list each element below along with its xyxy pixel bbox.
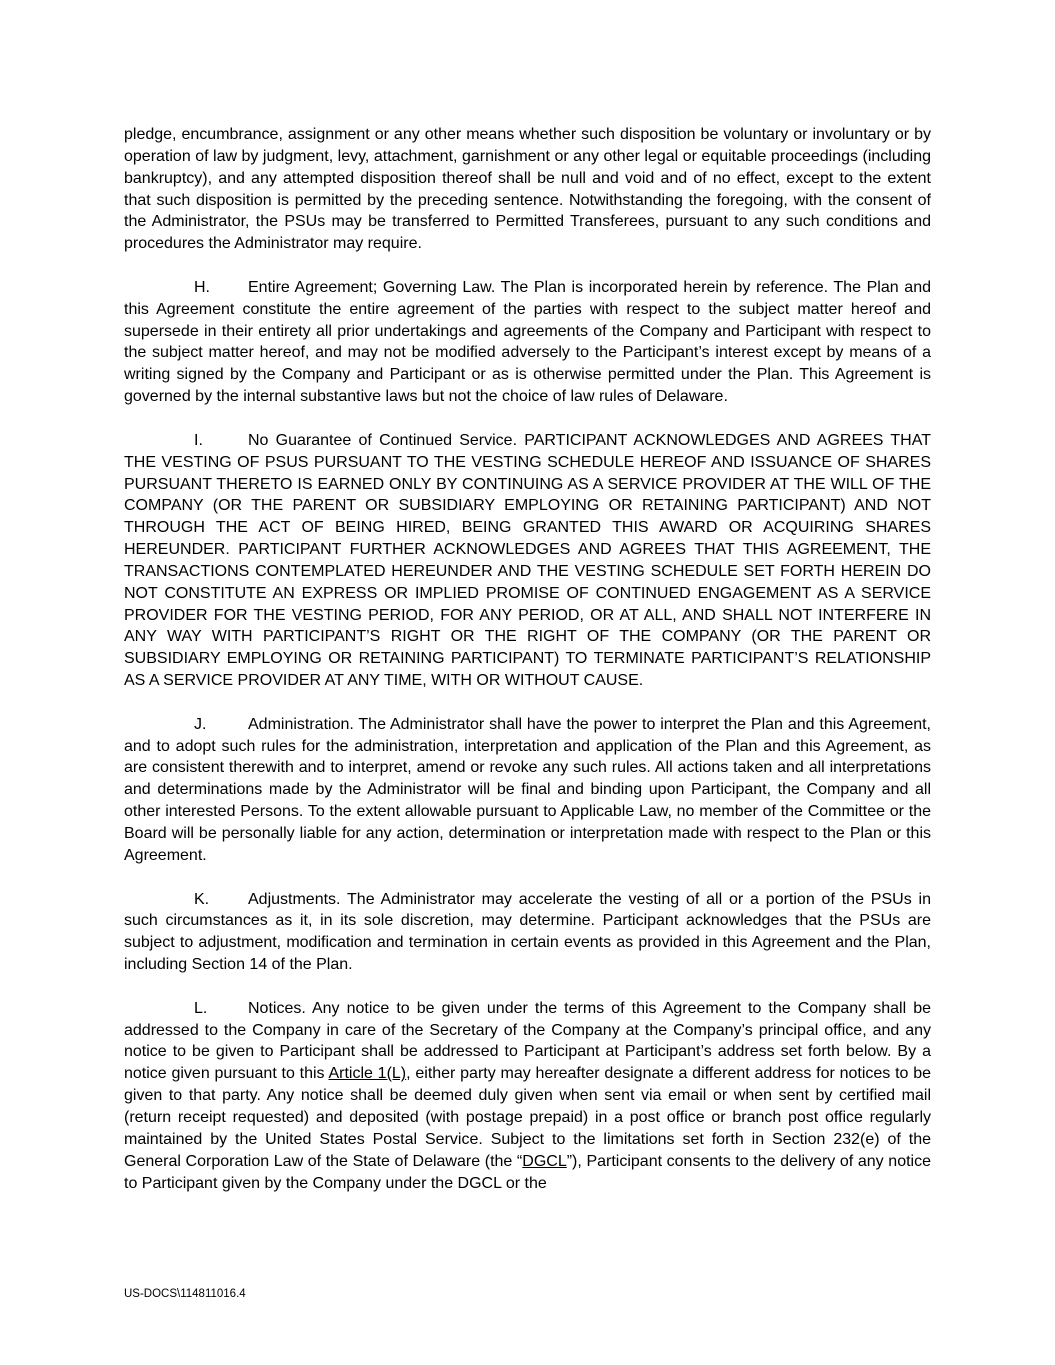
document-footer-id: US-DOCS\114811016.4 [124, 1288, 246, 1300]
notices-text-after: ”), Participant consents to the delivery of any notice to Participant given by the Company under the DGCL or the [124, 1152, 931, 1192]
opening-paragraph: pledge, encumbrance, assignment or any other means whether such disposition be voluntary or involuntary or by operation of law by judgment, levy, attachment, garnishment or any other legal or equitable proceedings (including bankruptcy), and any attempted disposition thereof shall be null and void and of no effect, except to the extent that such disposition is permitted by the preceding sentence. Notwithstanding the foregoing, with the consent of the Administrator, the PSUs may be transferred to Permitted Transferees, pursuant to any such conditions and procedures the Administrator may require. [124, 126, 931, 253]
section-i [124, 430, 931, 692]
paragraph-spacer [124, 408, 931, 430]
section-text: Adjustments. The Administrator may accelerate the vesting of all or a portion of the PSUs in such circumstances as it, in its sole discretion, may determine. Participant acknowledges that the PSUs are subject to adjustment, modification and termination in certain events as provided in this Agreement and the Plan, including Section 14 of the Plan. [124, 890, 931, 974]
article-reference-link[interactable]: Article 1(L) [328, 1065, 407, 1083]
notices-text-before-link: Notices. Any notice to be given under the terms of this Agreement to the Company shall be addressed to the Company in care of the Secretary of the Company at the Company’s principal office, and any notice to be given to Participant shall be addressed to Participant at Participant’s address set forth below. By a notice given pursuant to this [124, 999, 931, 1083]
paragraph-spacer [124, 255, 931, 277]
section-letter: I. [194, 431, 203, 449]
section-text: Entire Agreement; Governing Law. The Plan is incorporated herein by reference. The Plan and this Agreement constitute the entire agreement of the parties with respect to the subject matter hereof and supersede in their entirety all prior undertakings and agreements of the Company and Participant with respect to the subject matter hereof, and may not be modified adversely to the Participant’s interest except by means of a writing signed by the Company and Participant or as is otherwise permitted under the Plan. This Agreement is governed by the internal substantive laws but not the choice of law rules of Delaware. [124, 278, 931, 406]
section-k [124, 889, 931, 976]
paragraph-spacer [124, 867, 931, 889]
document-page [124, 124, 931, 1194]
section-h [124, 277, 931, 408]
section-letter: L. [194, 999, 208, 1017]
section-text: No Guarantee of Continued Service. PARTICIPANT ACKNOWLEDGES AND AGREES THAT THE VESTING OF PSUS PURSUANT TO THE VESTING SCHEDULE HEREOF AND ISSUANCE OF SHARES PURSUANT THERETO IS EARNED ONLY BY CONTINUING AS A SERVICE PROVIDER AT THE WILL OF THE COMPANY (OR THE PARENT OR SUBSIDIARY EMPLOYING OR RETAINING PARTICIPANT) AND NOT THROUGH THE ACT OF BEING HIRED, BEING GRANTED THIS AWARD OR ACQUIRING SHARES HEREUNDER. PARTICIPANT FURTHER ACKNOWLEDGES AND AGREES THAT THIS AGREEMENT, THE TRANSACTIONS CONTEMPLATED HEREUNDER AND THE VESTING SCHEDULE SET FORTH HEREIN DO NOT CONSTITUTE AN EXPRESS OR IMPLIED PROMISE OF CONTINUED ENGAGEMENT AS A SERVICE PROVIDER FOR THE VESTING PERIOD, FOR ANY PERIOD, OR AT ALL, AND SHALL NOT INTERFERE IN ANY WAY WITH PARTICIPANT’S RIGHT OR THE RIGHT OF THE COMPANY (OR THE PARENT OR SUBSIDIARY EMPLOYING OR RETAINING PARTICIPANT) TO TERMINATE PARTICIPANT’S RELATIONSHIP AS A SERVICE PROVIDER AT ANY TIME, WITH OR WITHOUT CAUSE. [124, 431, 931, 690]
section-j [124, 714, 931, 867]
section-letter: H. [194, 278, 210, 296]
paragraph-spacer [124, 976, 931, 998]
section-letter: J. [194, 715, 207, 733]
section-l [124, 998, 931, 1195]
section-text: Administration. The Administrator shall have the power to interpret the Plan and this Agreement, and to adopt such rules for the administration, interpretation and application of the Plan and this Agreement, as are consistent therewith and to interpret, amend or revoke any such rules. All actions taken and all interpretations and determinations made by the Administrator will be final and binding upon Participant, the Company and all other interested Persons. To the extent allowable pursuant to Applicable Law, no member of the Committee or the Board will be personally liable for any action, determination or interpretation made with respect to the Plan or this Agreement. [124, 715, 931, 864]
section-letter: K. [194, 890, 210, 908]
notices-text-middle: , either party may hereafter designate a different address for notices to be given to that party. Any notice shall be deemed duly given when sent via email or when sent by certified mail (return receipt requested) and deposited (with postage prepaid) in a post office or branch post office regularly maintained by the United States Postal Service. Subject to the limitations set forth in Section 232(e) of the General Corporation Law of the State of Delaware (the “ [124, 1065, 932, 1170]
dgcl-defined-term: DGCL [522, 1152, 567, 1170]
paragraph-spacer [124, 692, 931, 714]
